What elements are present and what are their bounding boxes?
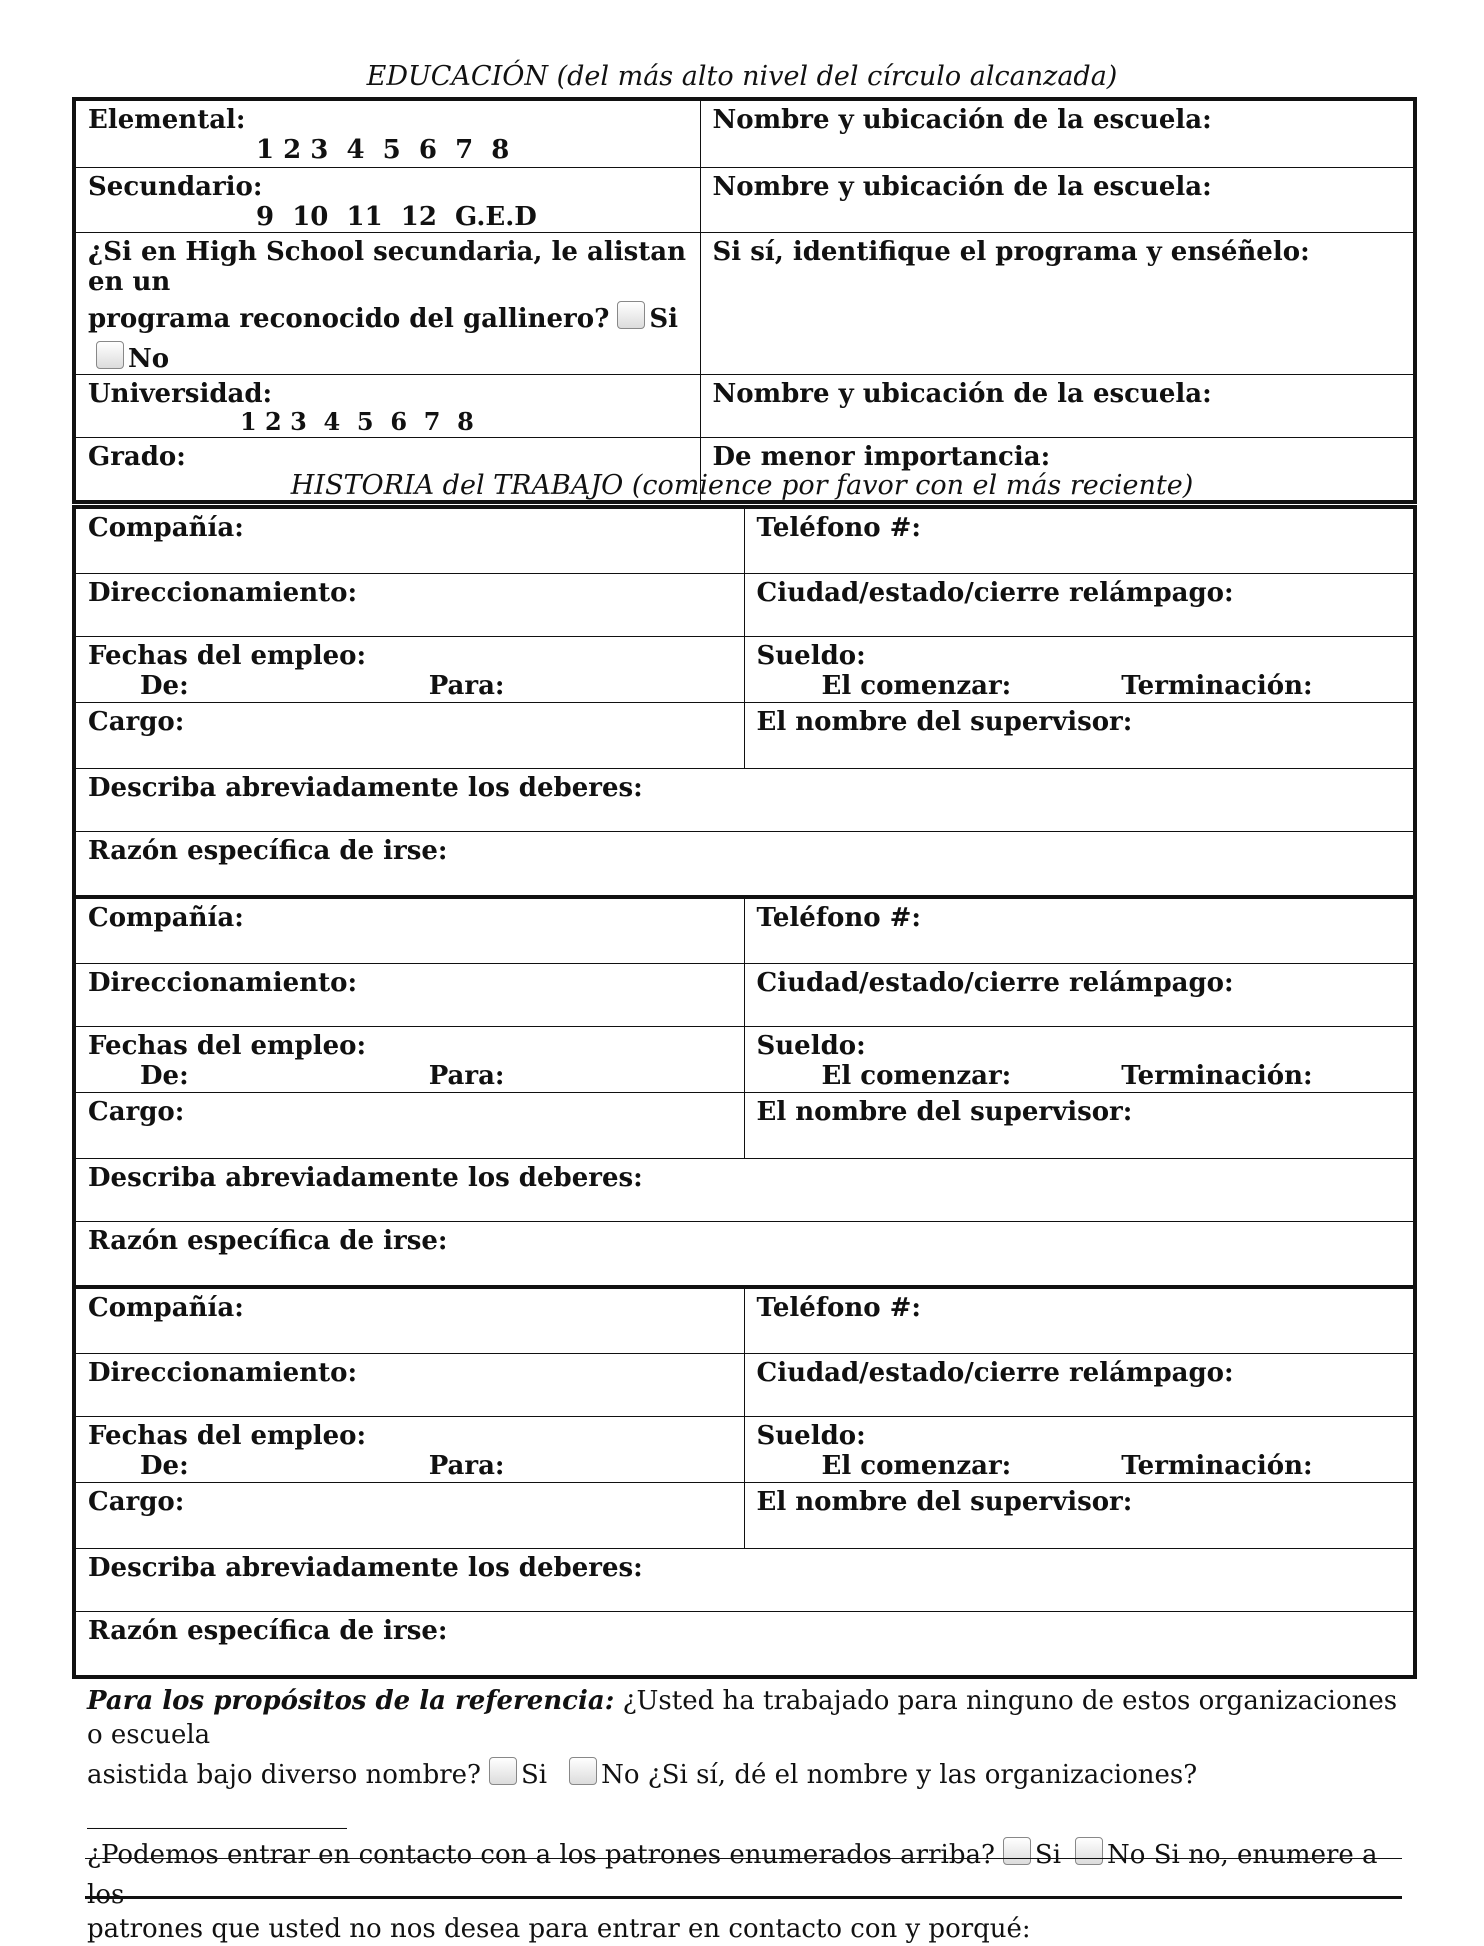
secondary-label: Secundario:: [88, 171, 263, 202]
salary-cell[interactable]: [744, 1416, 1415, 1482]
reference-q1-no-label: No: [601, 1760, 640, 1790]
school-name-label: Nombre y ubicación de la escuela:: [712, 105, 1212, 135]
elementary-school-cell[interactable]: [700, 99, 1415, 167]
address-label: Direccionamiento:: [88, 967, 358, 998]
start-label: El comenzar:: [821, 1060, 1012, 1091]
school-name-label: Nombre y ubicación de la escuela:: [712, 171, 1212, 202]
company-cell[interactable]: [74, 1287, 744, 1353]
hs-yes-checkbox[interactable]: [617, 301, 645, 329]
phone-label: Teléfono #:: [756, 513, 922, 543]
reason-label: Razón específica de irse:: [88, 835, 448, 866]
supervisor-label: El nombre del supervisor:: [756, 1486, 1133, 1517]
secondary-cell[interactable]: [74, 167, 700, 232]
city-cell[interactable]: [744, 963, 1415, 1026]
end-label: Terminación:: [1121, 1450, 1313, 1481]
duties-cell[interactable]: [74, 1548, 1415, 1611]
reason-cell[interactable]: [74, 1611, 1415, 1677]
reference-section: [87, 1684, 1407, 1946]
address-cell[interactable]: [74, 573, 744, 636]
program-label: Si sí, identifique el programa y enséñelo:: [712, 236, 1310, 267]
reference-q1-c[interactable]: ¿Si sí, dé el nombre y las organizaciones? ____________________: [87, 1760, 1198, 1830]
minor-label: De menor importancia:: [712, 441, 1051, 472]
phone-cell[interactable]: [744, 507, 1415, 573]
secondary-grades: 9 10 11 12 G.E.D: [256, 201, 537, 232]
supervisor-label: El nombre del supervisor:: [756, 1096, 1133, 1127]
duties-label: Describa abreviadamente los deberes:: [88, 772, 643, 803]
phone-cell[interactable]: [744, 1287, 1415, 1353]
school-name-label: Nombre y ubicación de la escuela:: [712, 378, 1212, 409]
to-label: Para:: [428, 1450, 505, 1481]
address-label: Direccionamiento:: [88, 1357, 358, 1388]
education-heading: EDUCACIÓN (del más alto nivel del círculo alcanzada): [366, 61, 1118, 92]
supervisor-label: El nombre del supervisor:: [756, 706, 1133, 737]
university-cell[interactable]: [74, 374, 700, 437]
address-cell[interactable]: [74, 1353, 744, 1416]
phone-cell[interactable]: [744, 897, 1415, 963]
address-cell[interactable]: [74, 963, 744, 1026]
reference-q1-a: ¿Usted ha trabajado para ninguno de estos organizaciones o escuela: [87, 1686, 1398, 1750]
end-label: Terminación:: [1121, 670, 1313, 701]
position-cell[interactable]: [74, 702, 744, 768]
position-label: Cargo:: [88, 1096, 185, 1127]
university-label: Universidad:: [88, 378, 273, 409]
phone-label: Teléfono #:: [756, 903, 922, 933]
company-label: Compañía:: [88, 1293, 244, 1323]
city-label: Ciudad/estado/cierre relámpago:: [756, 577, 1234, 608]
dates-label: Fechas del empleo:: [88, 1420, 367, 1451]
salary-cell[interactable]: [744, 1026, 1415, 1092]
dates-cell[interactable]: [74, 636, 744, 702]
supervisor-cell[interactable]: [744, 1482, 1415, 1548]
position-cell[interactable]: [74, 1482, 744, 1548]
from-label: De:: [140, 1450, 189, 1481]
university-years: 1 2 3 4 5 6 7 8: [240, 406, 474, 436]
dates-label: Fechas del empleo:: [88, 1030, 367, 1061]
duties-label: Describa abreviadamente los deberes:: [88, 1162, 643, 1193]
elementary-label: Elemental:: [88, 105, 246, 135]
to-label: Para:: [428, 1060, 505, 1091]
hs-question-line2: programa reconocido del gallinero?: [88, 303, 610, 334]
address-label: Direccionamiento:: [88, 577, 358, 608]
duties-label: Describa abreviadamente los deberes:: [88, 1552, 643, 1583]
reference-q2-a: ¿Podemos entrar en contacto con a los patrones enumerados arriba?: [87, 1840, 995, 1870]
reason-label: Razón específica de irse:: [88, 1225, 448, 1256]
company-cell[interactable]: [74, 507, 744, 573]
work-heading: HISTORIA del TRABAJO (comience por favor con el más reciente): [290, 470, 1194, 501]
secondary-school-cell[interactable]: [700, 167, 1415, 232]
hs-no-checkbox[interactable]: [96, 341, 124, 369]
company-cell[interactable]: [74, 897, 744, 963]
reference-q1-yes-label: Si: [520, 1760, 548, 1790]
elementary-cell[interactable]: [74, 99, 700, 167]
reason-cell[interactable]: [74, 831, 1415, 897]
hs-yes-label: Si: [649, 303, 678, 334]
degree-label: Grado:: [88, 441, 186, 472]
salary-label: Sueldo:: [756, 1420, 866, 1451]
answer-line[interactable]: [85, 1896, 1402, 1899]
phone-label: Teléfono #:: [756, 1293, 922, 1323]
program-cell[interactable]: [700, 232, 1415, 374]
reason-cell[interactable]: [74, 1221, 1415, 1287]
hs-question-line1: ¿Si en High School secundaria, le alistan en un: [88, 236, 686, 297]
to-label: Para:: [428, 670, 505, 701]
dates-cell[interactable]: [74, 1416, 744, 1482]
salary-cell[interactable]: [744, 636, 1415, 702]
position-label: Cargo:: [88, 1486, 185, 1517]
education-table: [72, 97, 1417, 504]
reference-q1-no-checkbox[interactable]: [569, 1757, 597, 1785]
hs-program-cell: [74, 232, 700, 374]
reference-q2-no-checkbox[interactable]: [1075, 1837, 1103, 1865]
work-history-table: [72, 505, 1417, 1679]
salary-label: Sueldo:: [756, 640, 866, 671]
duties-cell[interactable]: [74, 1158, 1415, 1221]
reference-q2-yes-label: Si: [1034, 1840, 1062, 1870]
answer-line[interactable]: [85, 1858, 1402, 1859]
company-label: Compañía:: [88, 513, 244, 543]
reason-label: Razón específica de irse:: [88, 1615, 448, 1646]
company-label: Compañía:: [88, 903, 244, 933]
reference-q2-no-label: No Si no, enumere a los: [87, 1840, 1378, 1910]
salary-label: Sueldo:: [756, 1030, 866, 1061]
dates-cell[interactable]: [74, 1026, 744, 1092]
supervisor-cell[interactable]: [744, 702, 1415, 768]
from-label: De:: [140, 670, 189, 701]
supervisor-cell[interactable]: [744, 1092, 1415, 1158]
dates-label: Fechas del empleo:: [88, 640, 367, 671]
start-label: El comenzar:: [821, 670, 1012, 701]
university-school-cell[interactable]: [700, 374, 1415, 437]
city-label: Ciudad/estado/cierre relámpago:: [756, 1357, 1234, 1388]
position-label: Cargo:: [88, 706, 185, 737]
elementary-grades: 1 2 3 4 5 6 7 8: [256, 135, 510, 165]
reference-q2-yes-checkbox[interactable]: [1003, 1837, 1031, 1865]
start-label: El comenzar:: [821, 1450, 1012, 1481]
hs-no-label: No: [128, 343, 170, 374]
duties-cell[interactable]: [74, 768, 1415, 831]
reference-q1-b: asistida bajo diverso nombre?: [87, 1760, 481, 1790]
city-label: Ciudad/estado/cierre relámpago:: [756, 967, 1234, 998]
reference-lead: Para los propósitos de la referencia:: [87, 1686, 615, 1716]
city-cell[interactable]: [744, 1353, 1415, 1416]
reference-q2-b: patrones que usted no nos desea para entrar en contacto con y porqué:: [87, 1914, 1031, 1944]
city-cell[interactable]: [744, 573, 1415, 636]
end-label: Terminación:: [1121, 1060, 1313, 1091]
reference-q1-yes-checkbox[interactable]: [489, 1757, 517, 1785]
from-label: De:: [140, 1060, 189, 1091]
position-cell[interactable]: [74, 1092, 744, 1158]
